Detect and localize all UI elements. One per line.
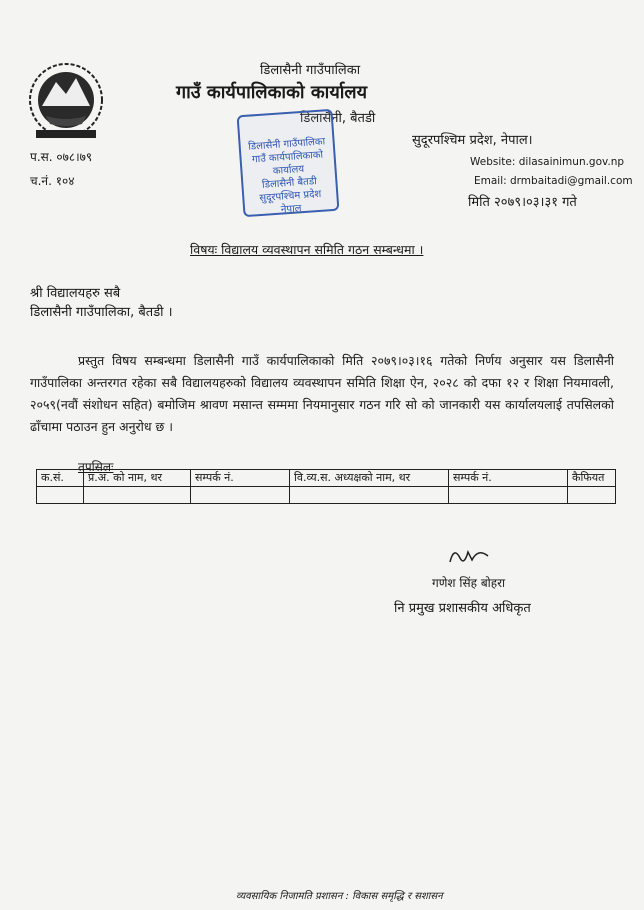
table-caption: तपसिलः	[78, 460, 114, 474]
column-header: सम्पर्क नं.	[191, 470, 290, 487]
dispatch-number: च.नं. १०४	[30, 174, 75, 188]
handwritten-signature	[444, 544, 494, 568]
table-cell	[449, 487, 568, 504]
email-text: Email: drmbaitadi@gmail.com	[474, 175, 633, 187]
table-header-row	[37, 470, 616, 487]
column-header: कैफियत	[568, 470, 616, 487]
office-stamp	[237, 109, 340, 217]
addressee-line: डिलासैनी गाउँपालिका, बैतडी ।	[30, 305, 173, 320]
stamp-line: सुदूरपश्चिम प्रदेश	[259, 188, 322, 205]
stamp-line: डिलासैनी बैतडी	[261, 176, 318, 191]
signatory-title: नि प्रमुख प्रशासकीय अधिकृत	[394, 601, 531, 616]
letter-subject: विषयः विद्यालय व्यवस्थापन समिति गठन सम्बन्धमा ।	[190, 242, 424, 257]
province-name: सुदूरपश्चिम प्रदेश, नेपाल।	[412, 133, 533, 148]
footer-slogan: व्यवसायिक निजामति प्रशासन : विकास समृद्धि र सशासन	[236, 891, 443, 902]
office-location: डिलासैनी, बैतडी	[300, 111, 376, 126]
details-table	[36, 469, 616, 504]
municipality-name: डिलासैनी गाउँपालिका	[260, 63, 361, 78]
signatory-name: गणेश सिंह बोहरा	[432, 576, 506, 590]
website-text: Website: dilasainimun.gov.np	[470, 156, 625, 168]
stamp-line: डिलासैनी गाउँपालिका	[247, 136, 326, 153]
table-cell	[290, 487, 449, 504]
nepal-emblem-logo	[22, 60, 110, 144]
column-header: प्र.अ. को नाम, थर	[84, 470, 191, 487]
table-cell	[568, 487, 616, 504]
letter-date: मिति २०७९।०३।३१ गते	[468, 195, 577, 210]
column-header: वि.व्य.स. अध्यक्षको नाम, थर	[290, 470, 449, 487]
stamp-line: नेपाल	[280, 203, 302, 216]
fiscal-year-ref: प.स. ०७८।७९	[30, 150, 93, 164]
table-row	[37, 487, 616, 504]
letter-body: प्रस्तुत विषय सम्बन्धमा डिलासैनी गाउँ कार्यपालिकाको मिति २०७९।०३।१६ गतेको निर्णय अनुसार यस डिलासैनी गाउँपालिका अन्तरगत रहेका सबै विद्यालयहरुको विद्यालय व्यवस्थापन समिति शिक्षा ऐन, २०२८ को दफा १२ र शिक्षा नियमावली, २०५९(नवौं संशोधन सहित) बमोजिम श्रावण मसान्त सम्ममा नियमानुसार गठन गरि सो को जानकारी यस कार्यालयलाई तपसिलको ढाँचामा पठाउन हुन अनुरोध छ ।	[30, 353, 614, 434]
column-header: सम्पर्क नं.	[449, 470, 568, 487]
stamp-line: गाउँ कार्यपालिकाको कार्यालय	[251, 149, 324, 178]
table-cell	[37, 487, 84, 504]
table-cell	[84, 487, 191, 504]
table-cell	[191, 487, 290, 504]
office-title: गाउँ कार्यपालिकाको कार्यालय	[176, 82, 368, 103]
column-header: क.सं.	[37, 470, 84, 487]
addressee-line: श्री विद्यालयहरु सबै	[30, 286, 121, 301]
